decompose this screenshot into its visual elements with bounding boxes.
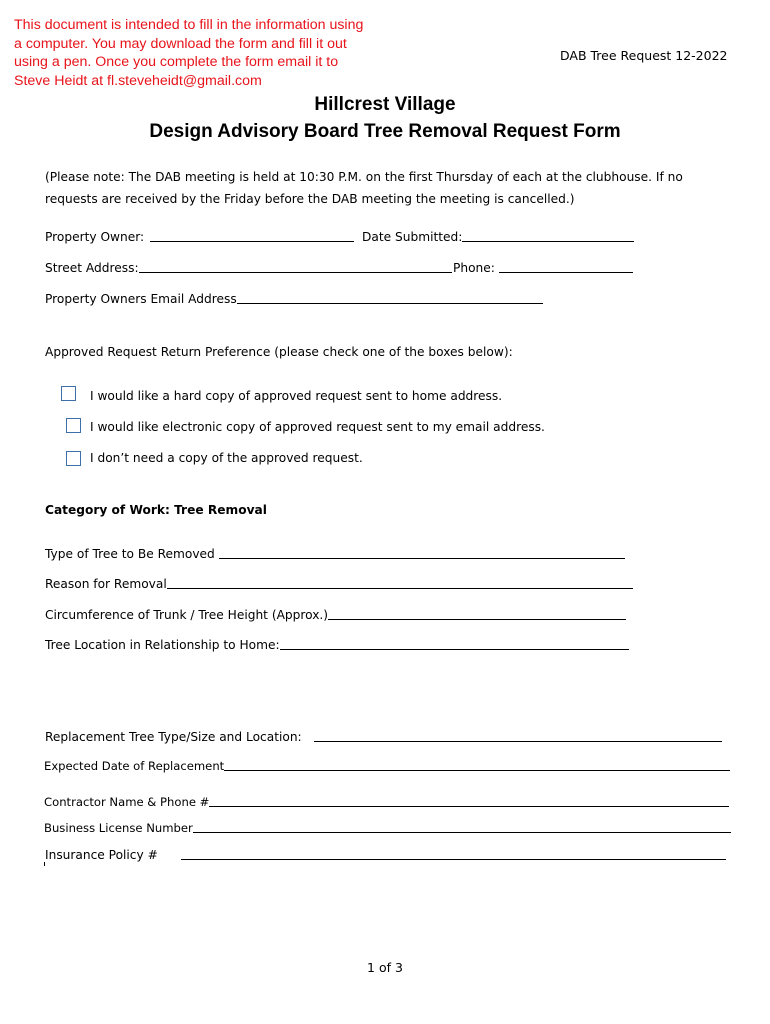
- email-field[interactable]: [45, 292, 543, 306]
- return-preference-prompt: Approved Request Return Preference (please check one of the boxes below):: [45, 345, 513, 359]
- electronic-copy-label: I would like electronic copy of approved request sent to my email address.: [90, 420, 545, 434]
- business-license-line[interactable]: [193, 832, 731, 833]
- tree-type-label: Type of Tree to Be Removed: [45, 547, 215, 561]
- contractor-field[interactable]: [44, 795, 729, 809]
- street-address-label: Street Address:: [45, 261, 139, 275]
- insurance-line[interactable]: [181, 859, 726, 860]
- page-subtitle: Design Advisory Board Tree Removal Request Form: [149, 121, 621, 142]
- no-copy-checkbox[interactable]: [66, 451, 81, 466]
- expected-date-line[interactable]: [224, 770, 730, 771]
- insurance-field[interactable]: [45, 848, 726, 862]
- date-submitted-line[interactable]: [462, 241, 634, 242]
- tree-location-line[interactable]: [280, 649, 629, 650]
- instructions-notice: This document is intended to fill in the information using a computer. You may download the form and fill it out using a pen. Once you complete the form email it to Steve Heidt at fl.steveheidt@gmail.com: [14, 17, 364, 89]
- contractor-line[interactable]: [209, 806, 729, 807]
- hard-copy-label: I would like a hard copy of approved request sent to home address.: [90, 389, 503, 403]
- removal-reason-line[interactable]: [167, 588, 633, 589]
- replacement-tree-label: Replacement Tree Type/Size and Location:: [45, 730, 302, 744]
- hard-copy-checkbox[interactable]: [61, 386, 76, 401]
- insurance-marker: [44, 862, 45, 866]
- page-number: 1 of 3: [367, 960, 403, 975]
- replacement-tree-line[interactable]: [314, 741, 722, 742]
- removal-reason-label: Reason for Removal: [45, 577, 167, 591]
- page-title: Hillcrest Village: [314, 94, 456, 115]
- tree-location-label: Tree Location in Relationship to Home:: [45, 638, 280, 652]
- street-address-line[interactable]: [139, 272, 452, 273]
- phone-label: Phone:: [453, 261, 495, 275]
- circumference-field[interactable]: [45, 608, 626, 622]
- property-owner-field[interactable]: [45, 230, 354, 244]
- document-reference: DAB Tree Request 12-2022: [560, 48, 728, 63]
- tree-type-line[interactable]: [219, 558, 625, 559]
- business-license-label: Business License Number: [44, 821, 193, 835]
- insurance-label: Insurance Policy #: [45, 848, 158, 862]
- expected-date-field[interactable]: [44, 759, 730, 773]
- category-of-work: Category of Work: Tree Removal: [45, 503, 267, 517]
- circumference-label: Circumference of Trunk / Tree Height (Approx.): [45, 608, 329, 622]
- tree-type-field[interactable]: [45, 547, 625, 561]
- phone-line[interactable]: [499, 272, 633, 273]
- phone-field[interactable]: [453, 261, 633, 275]
- date-submitted-label: Date Submitted:: [362, 230, 463, 244]
- contractor-label: Contractor Name & Phone #: [44, 795, 210, 809]
- email-line[interactable]: [237, 303, 543, 304]
- removal-reason-field[interactable]: [45, 577, 633, 591]
- circumference-line[interactable]: [328, 619, 626, 620]
- email-label: Property Owners Email Address: [45, 292, 237, 306]
- meeting-note: (Please note: The DAB meeting is held at 10:30 P.M. on the first Thursday of each at the clubhouse. If no requests are received by the Friday before the DAB meeting the meeting is cancelled.): [45, 170, 683, 206]
- tree-location-field[interactable]: [45, 638, 629, 652]
- business-license-field[interactable]: [44, 821, 731, 835]
- street-address-field[interactable]: [45, 261, 452, 275]
- electronic-copy-checkbox[interactable]: [66, 418, 81, 433]
- property-owner-label: Property Owner:: [45, 230, 145, 244]
- no-copy-label: I don’t need a copy of the approved request.: [90, 451, 363, 465]
- expected-date-label: Expected Date of Replacement: [44, 759, 225, 773]
- date-submitted-field[interactable]: [362, 230, 634, 244]
- property-owner-line[interactable]: [150, 241, 354, 242]
- replacement-tree-field[interactable]: [45, 730, 722, 744]
